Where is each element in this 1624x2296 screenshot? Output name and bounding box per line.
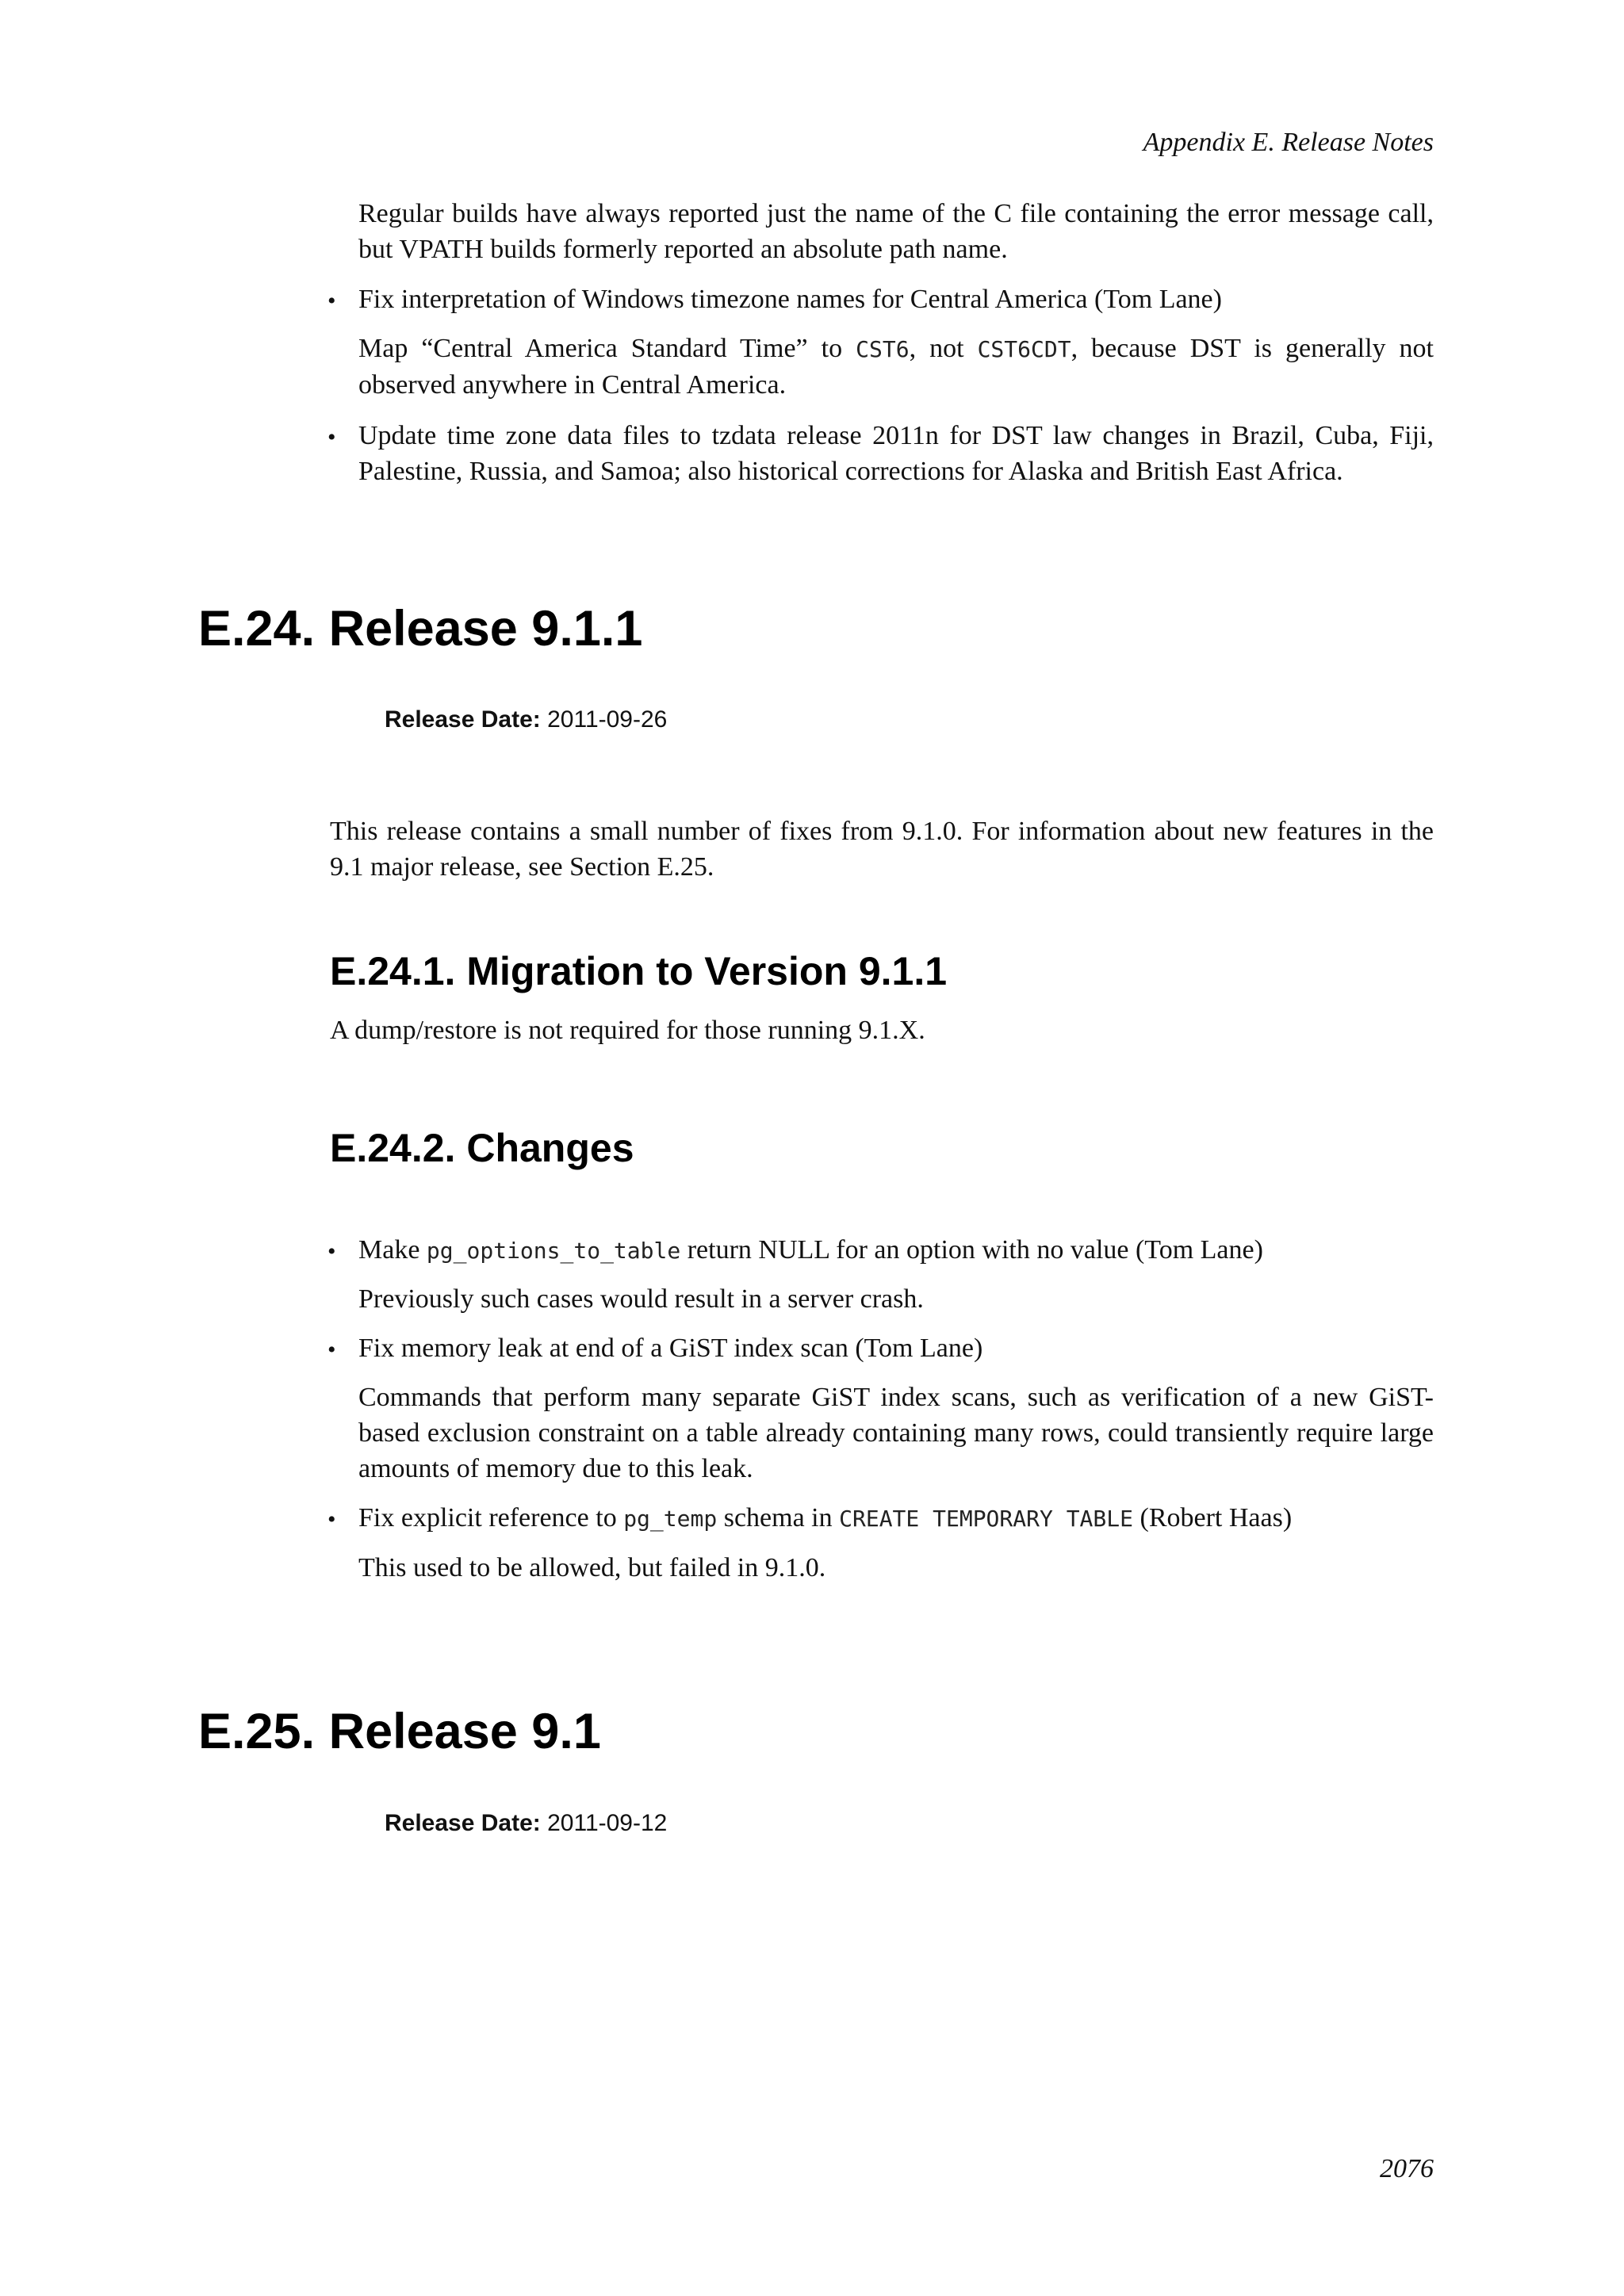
title-text: Make: [358, 1235, 427, 1265]
timezone-fix-item-detail: [358, 331, 1434, 403]
bullet-icon: •: [327, 1238, 336, 1265]
code-cst6cdt: CST6CDT: [977, 336, 1071, 362]
release-date-label: Release Date:: [385, 706, 541, 733]
detail-text: , not: [909, 334, 978, 363]
section-heading-e24: E.24. Release 9.1.1: [198, 601, 643, 656]
code-pg-options-to-table: pg_options_to_table: [426, 1238, 681, 1264]
title-text: return NULL for an option with no value (Tom Lane): [680, 1235, 1263, 1265]
code-create-temporary-table: CREATE TEMPORARY TABLE: [839, 1506, 1133, 1532]
title-text: (Robert Haas): [1133, 1503, 1293, 1533]
release-date-9-1: [385, 1809, 667, 1838]
bullet-icon: •: [327, 1506, 336, 1533]
subsection-heading-changes: E.24.2. Changes: [330, 1126, 634, 1170]
code-pg-temp: pg_temp: [623, 1506, 718, 1532]
change-item-detail: Commands that perform many separate GiST index scans, such as verification of a new GiST-based exclusion constraint on a table already containing many rows, could transiently require large amounts of memory due to this leak.: [358, 1383, 1434, 1483]
release-date-9-1-1: [385, 706, 667, 734]
release-date-label: Release Date:: [385, 1810, 541, 1836]
bullet-icon: •: [327, 288, 336, 314]
release-date-value: 2011-09-12: [547, 1810, 668, 1836]
subsection-heading-migration: E.24.1. Migration to Version 9.1.1: [330, 949, 948, 993]
running-header: Appendix E. Release Notes: [1143, 128, 1434, 157]
release-date-value: 2011-09-26: [547, 706, 668, 733]
change-item-title: [358, 1500, 1434, 1536]
bullet-icon: •: [327, 424, 336, 450]
migration-paragraph: A dump/restore is not required for those running 9.1.X.: [330, 1016, 925, 1045]
title-text: Fix explicit reference to: [358, 1503, 624, 1533]
title-text: schema in: [717, 1503, 840, 1533]
change-item-detail: This used to be allowed, but failed in 9.1.0.: [358, 1553, 826, 1582]
section-heading-e25: E.25. Release 9.1: [198, 1704, 601, 1759]
bullet-icon: •: [327, 1337, 336, 1363]
detail-text: , because DST is generally not observed anywhere in Central America.: [358, 334, 1434, 400]
change-item-detail: Previously such cases would result in a server crash.: [358, 1284, 924, 1314]
page-number: 2076: [1380, 2154, 1434, 2183]
timezone-fix-item-title: Fix interpretation of Windows timezone names for Central America (Tom Lane): [358, 285, 1222, 314]
change-item-title: [358, 1232, 1434, 1269]
change-item-title: Fix memory leak at end of a GiST index scan (Tom Lane): [358, 1334, 983, 1363]
release-summary-paragraph: This release contains a small number of fixes from 9.1.0. For information about new features in the 9.1 major release, see Section E.25.: [330, 817, 1434, 882]
vpath-note-paragraph: Regular builds have always reported just the name of the C file containing the error message call, but VPATH builds formerly reported an absolute path name.: [358, 199, 1434, 264]
tzdata-update-item: Update time zone data files to tzdata release 2011n for DST law changes in Brazil, Cuba, Fiji, Palestine, Russia, and Samoa; also historical corrections for Alaska and British East Africa.: [358, 421, 1434, 486]
detail-text: Map “Central America Standard Time” to: [358, 334, 856, 363]
code-cst6: CST6: [856, 336, 910, 362]
